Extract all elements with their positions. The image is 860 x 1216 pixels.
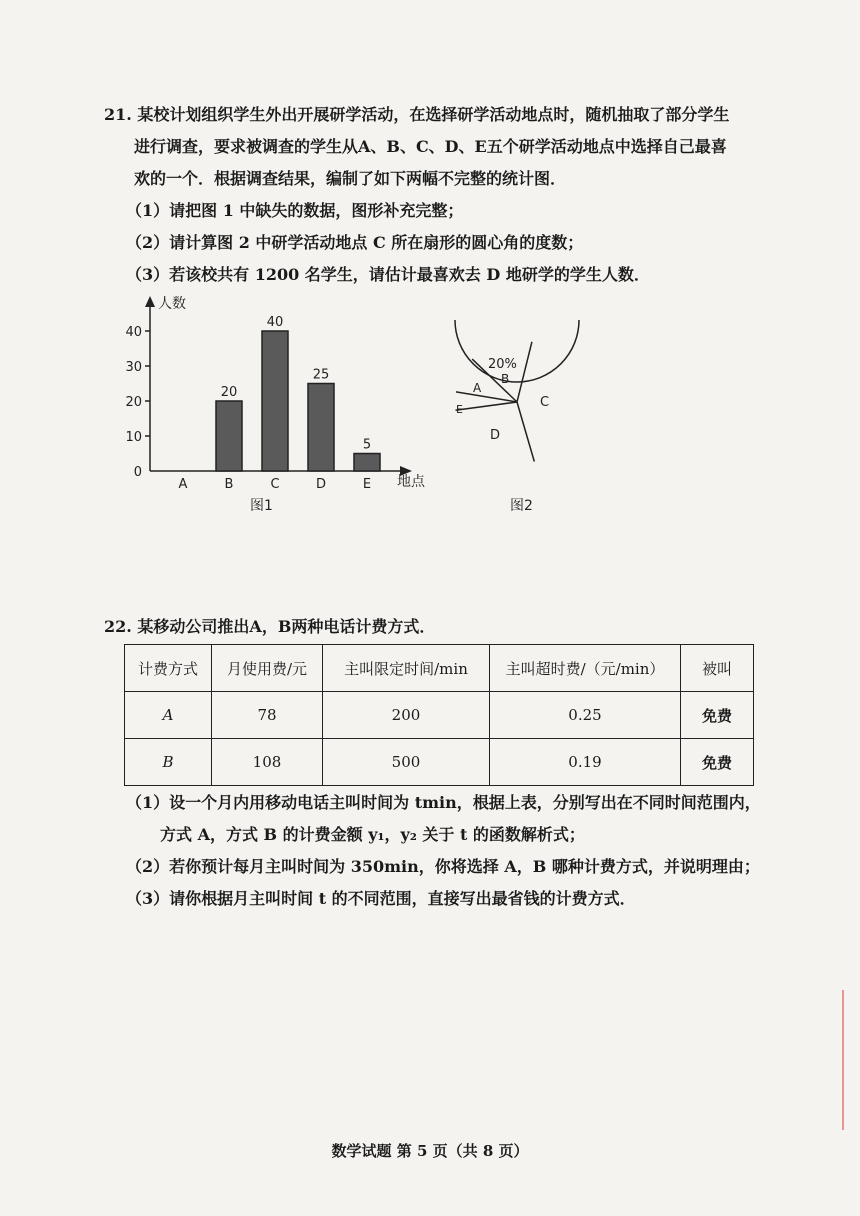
pie-outline [455,320,579,382]
x-tick-label-B: B [224,477,234,492]
data-label-B: 20 [220,385,238,400]
slice-e-label: E [456,403,463,416]
q22-intro-line [104,616,435,638]
x-axis-label: 地点 [397,474,425,490]
bar-chart-figure1 [110,290,430,520]
bar-C [262,331,288,471]
pie-chart-figure2 [440,320,600,520]
header-cell: 计费方式 [125,645,212,692]
x-tick-label-D: D [315,477,327,492]
page-footer: 数学试题 第 5 页（共 8 页） [331,1142,529,1160]
fee-table-header-row [125,645,754,692]
q21-line2: 进行调查，要求被调查的学生从A、B、C、D、E五个研学活动地点中选择自己最喜 [134,137,727,156]
slice-d-label: D [490,428,501,443]
x-tick-label-C: C [270,477,280,492]
slice-b-percent: 20% [488,357,517,372]
q21-line3: 欢的一个．根据调查结果，编制了如下两幅不完整的统计图． [134,169,567,188]
cell: 免费 [681,739,754,786]
q21-sub2: （2）请计算图 2 中研学活动地点 C 所在扇形的圆心角的度数； [126,233,584,252]
q21-line1 [104,104,729,126]
y-tick-label: 30 [125,360,142,375]
y-tick-label: 40 [125,325,142,340]
q22-number: 22. [104,617,132,636]
header-cell: 月使用费/元 [212,645,323,692]
data-label-D: 25 [312,367,330,383]
figure1-caption: 图1 [250,498,273,514]
header-cell: 主叫限定时间/min [323,645,490,692]
bar-D [308,384,334,472]
q22-intro: 某移动公司推出A，B两种电话计费方式． [137,617,436,636]
divider-d-e [456,402,518,410]
slice-c-label: C [540,395,550,410]
bar-B [216,401,242,471]
q22-sub1-line2: 方式 A，方式 B 的计费金额 y₁，y₂ 关于 t 的函数解析式； [160,825,585,844]
q21-sub3: （3）若该校共有 1200 名学生，请估计最喜欢去 D 地研学的学生人数． [126,265,650,284]
header-cell: 被叫 [681,645,754,692]
x-tick-label-E: E [362,477,372,492]
q22-sub1-line1: （1）设一个月内用移动电话主叫时间为 tmin，根据上表，分别写出在不同时间范围内， [126,793,761,812]
y-tick-label: 0 [133,465,142,480]
slice-b-label: B [501,372,510,386]
q22-sub2: （2）若你预计每月主叫时间为 350min，你将选择 A，B 哪种计费方式，并说明理由； [126,857,760,876]
q21-text-1: 某校计划组织学生外出开展研学活动，在选择研学活动地点时，随机抽取了部分学生 [137,105,730,124]
data-label-C: 40 [266,315,284,330]
cell: 200 [323,692,490,739]
header-cell: 主叫超时费/（元/min） [490,645,681,692]
fee-table [124,644,754,786]
divider-b-c [517,342,532,402]
bar-E [354,454,380,472]
cell: 500 [323,739,490,786]
q21-sub1: （1）请把图 1 中缺失的数据，图形补充完整； [126,201,464,220]
y-tick-label: 20 [125,395,142,410]
table-row [125,739,754,786]
cell: B [125,739,212,786]
bar-series [216,315,380,471]
cell: 78 [212,692,323,739]
scan-edge-mark [842,990,844,1130]
cell: A [125,692,212,739]
cell: 0.25 [490,692,681,739]
divider-c-d [517,402,534,462]
x-tick-label-A: A [178,477,188,492]
cell: 108 [212,739,323,786]
cell: 免费 [681,692,754,739]
figure2-caption: 图2 [510,498,533,514]
q22-sub3: （3）请你根据月主叫时间 t 的不同范围，直接写出最省钱的计费方式． [126,889,636,908]
slice-a-label: A [473,381,482,395]
q21-number: 21. [104,105,132,124]
y-axis-arrow [145,296,155,307]
data-label-E: 5 [362,437,372,453]
table-row [125,692,754,739]
y-axis-label: 人数 [158,296,186,312]
y-tick-label: 10 [125,430,142,445]
cell: 0.19 [490,739,681,786]
